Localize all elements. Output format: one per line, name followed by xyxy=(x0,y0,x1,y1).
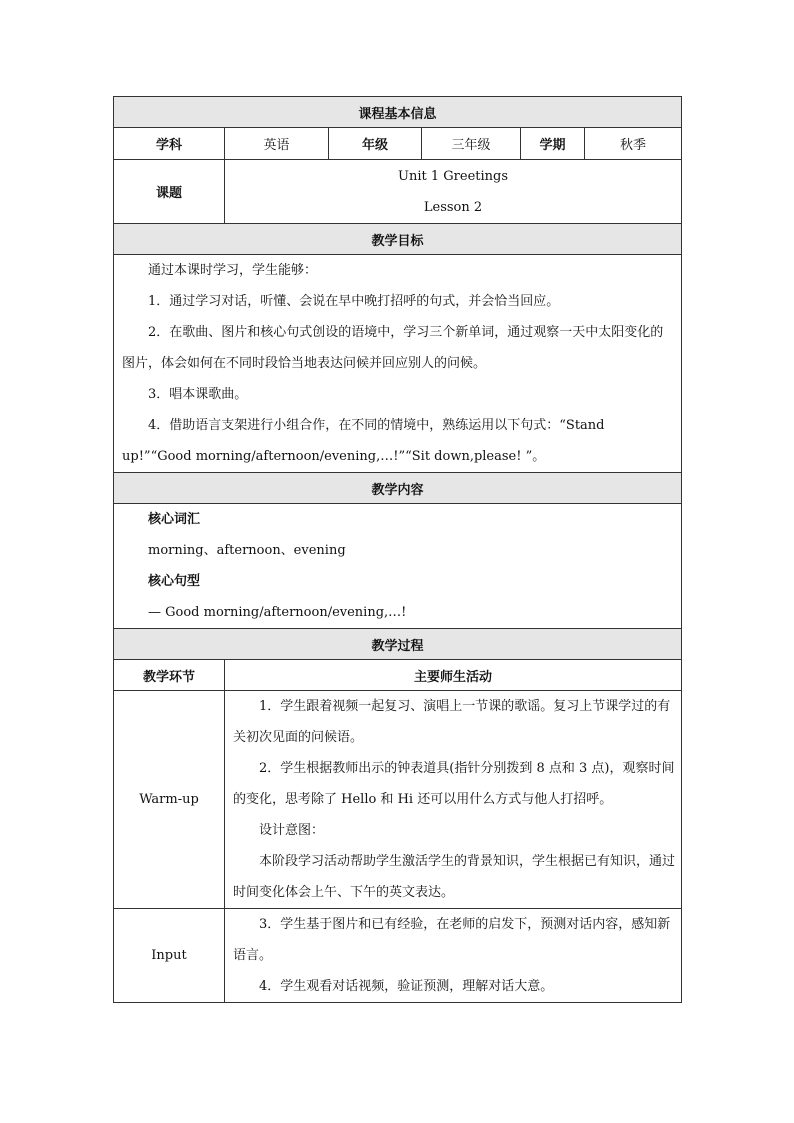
activity-line: 3．学生基于图片和已有经验，在老师的启发下，预测对话内容，感知新语言。 xyxy=(233,917,671,963)
topic-value xyxy=(225,160,682,224)
basic-info-header: 课程基本信息 xyxy=(114,97,682,128)
objective-item: 4．借助语言支架进行小组合作，在不同的情境中，熟练运用以下句式：“Stand up!”“Good morning/afternoon/evening,…!”“Sit down,please! ”。 xyxy=(122,418,605,464)
topic-label: 课题 xyxy=(114,160,225,224)
stage-column-header: 教学环节 xyxy=(114,660,225,691)
vocab-label: 核心词汇 xyxy=(148,512,201,527)
objectives-intro: 通过本课时学习，学生能够： xyxy=(148,263,318,278)
activity-line: 4．学生观看对话视频，验证预测，理解对话大意。 xyxy=(259,979,554,994)
activity-line: 本阶段学习活动帮助学生激活学生的背景知识，学生根据已有知识，通过时间变化体会上午、下午的英文表达。 xyxy=(233,854,676,900)
term-label: 学期 xyxy=(521,128,585,160)
subject-label: 学科 xyxy=(114,128,225,160)
content-header: 教学内容 xyxy=(114,473,682,504)
subject-value: 英语 xyxy=(225,128,329,160)
objectives-header: 教学目标 xyxy=(114,224,682,255)
vocab-list: morning、afternoon、evening xyxy=(148,543,346,558)
objective-item: 2．在歌曲、图片和核心句式创设的语境中，学习三个新单词，通过观察一天中太阳变化的图片，体会如何在不同时段恰当地表达问候并回应别人的问候。 xyxy=(122,325,664,371)
activity-line: 1．学生跟着视频一起复习、演唱上一节课的歌谣。复习上节课学过的有关初次见面的问候语。 xyxy=(233,699,671,745)
activity-cell xyxy=(225,909,682,1003)
grade-value: 三年级 xyxy=(422,128,521,160)
activity-line: 设计意图： xyxy=(259,823,325,838)
grade-label: 年级 xyxy=(329,128,422,160)
objectives-body xyxy=(114,255,682,473)
stage-input: Input xyxy=(114,909,225,1003)
process-header: 教学过程 xyxy=(114,629,682,660)
term-value: 秋季 xyxy=(585,128,682,160)
objective-item: 1．通过学习对话，听懂、会说在早中晚打招呼的句式，并会恰当回应。 xyxy=(148,294,560,309)
content-body xyxy=(114,504,682,629)
stage-warmup: Warm-up xyxy=(114,691,225,909)
topic-unit: Unit 1 Greetings xyxy=(398,168,509,184)
activity-cell xyxy=(225,691,682,909)
activity-line: 2．学生根据教师出示的钟表道具(指针分别拨到 8 点和 3 点)，观察时间的变化，思考除了 Hello 和 Hi 还可以用什么方式与他人打招呼。 xyxy=(233,761,675,807)
topic-lesson: Lesson 2 xyxy=(423,199,483,215)
sentence-label: 核心句型 xyxy=(148,574,201,589)
lesson-plan-table xyxy=(113,96,682,1003)
sentence-pattern: — Good morning/afternoon/evening,…! xyxy=(148,605,407,620)
activity-column-header: 主要师生活动 xyxy=(225,660,682,691)
objective-item: 3．唱本课歌曲。 xyxy=(148,387,248,402)
